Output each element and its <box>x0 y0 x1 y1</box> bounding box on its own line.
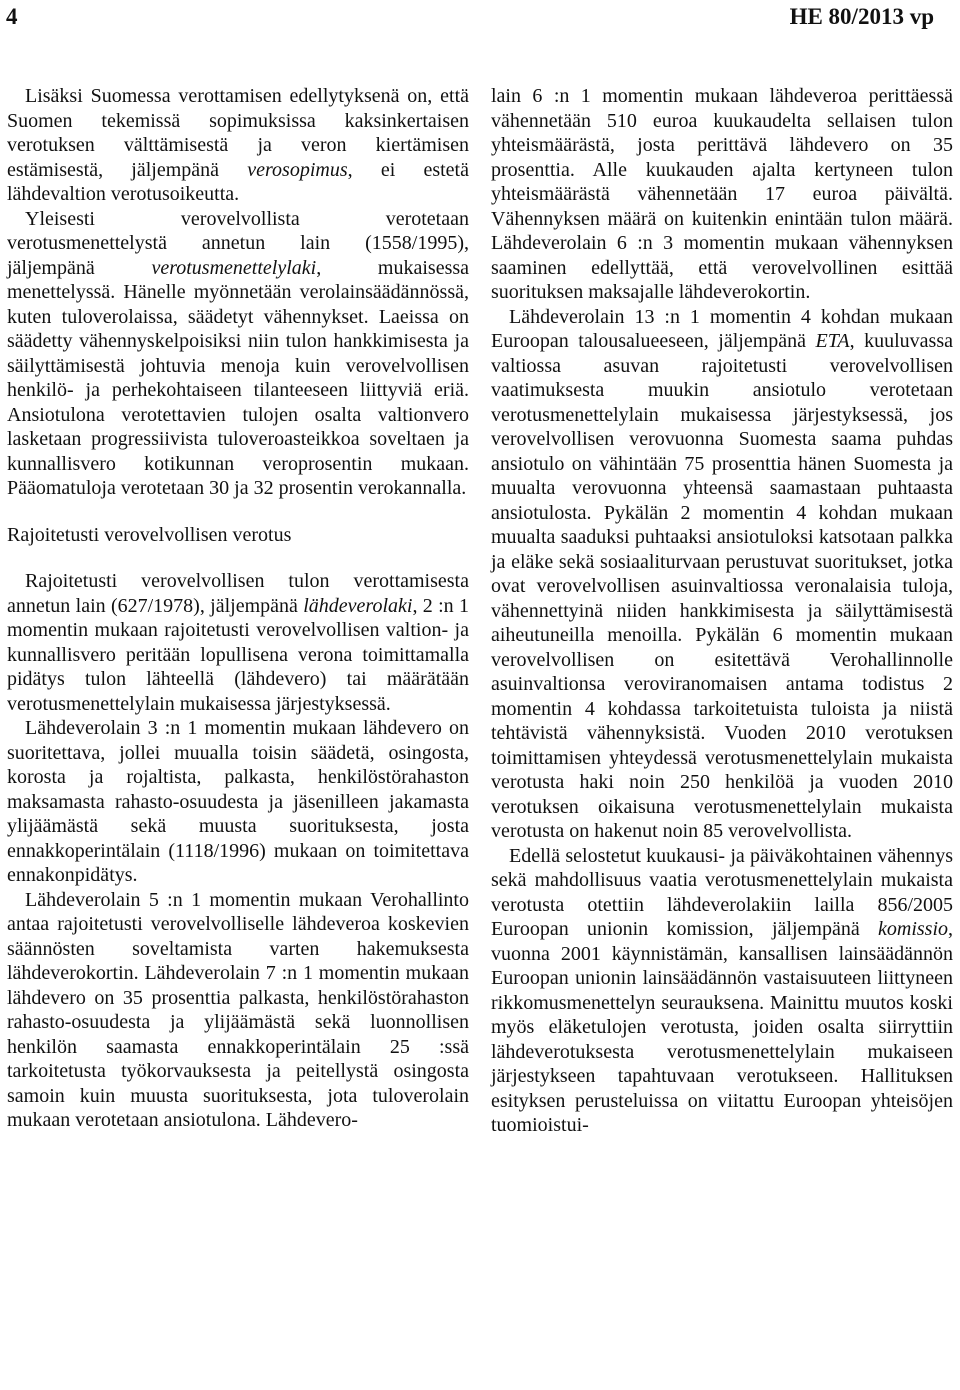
term-verosopimus: verosopimus <box>247 158 348 181</box>
section-heading: Rajoitetusti verovelvollisen verotus <box>7 523 292 546</box>
term-lahdeverolaki: lähdeverolaki <box>303 594 413 617</box>
paragraph-section-6: lain 6 :n 1 momentin mukaan lähdeveroa perittäessä vähennetään 510 euroa kuukaudelta sellaisen tulon yhteismäärästä, josta perittävä lähdevero on 35 prosenttia. Alle kuukauden ajalta kertyneen tulon yhteismäärästä vähennetään 17 euroa päivältä. Vähennyksen määrä on kuitenkin enintään tulon määrä. Lähdeverolain 6 :n 3 momentin mukaan vähennyksen saaminen edellyttää, että verovelvollinen esittää suorituksen maksajalle lähdeverokortin. <box>491 85 953 303</box>
term-eta: ETA <box>815 330 850 352</box>
paragraph-infringement: Edellä selostetut kuukausi- ja päiväkohtainen vähennys sekä mahdollisuus vaatia verotusmenettelylain mukaista verotusta otettiin lähdeverolakiin lailla 856/2005 Euroopan unionin komission, jäljempänä komissio, vuonna 2001 käynnistämän, kansallisen lainsäädännön Euroopan unionin lainsäädännön vastaisuuteen liittyneen rikkomusmenettelyn seurauksena. Mainittu muutos koski myös eläketulojen verotusta, joiden osalta siirryttiin lähdeverotuksesta verotusmenettelylain mukaiseen järjestykseen tapahtuvaan verotukseen. Hallituksen esityksen perusteluissa on viitattu Euroopan yhteisöjen tuomioistui- <box>491 844 953 1136</box>
paragraph-taxation-condition: Lisäksi Suomessa verottamisen edellytyksenä on, että Suomen tekemissä sopimuksissa kaksinkertaisen verotuksen välttämisestä ja veron kiertämisen estämisestä, jäljempänä verosopimus, ei estetä lähdevaltion verotusoikeutta. <box>7 85 469 205</box>
paragraph-limited-taxpayer: Rajoitetusti verovelvollisen tulon verottamisesta annetun lain (627/1978), jäljempänä lähdeverolaki, 2 :n 1 momentin mukaan rajoitetusti verovelvollisen valtion- ja kunnallisvero peritään lopullisena verona toimittamalla pidätys tulon lähteellä (lähdevero) tai määrätään verotusmenettelylain mukaisessa järjestyksessä. <box>7 570 469 715</box>
right-column <box>491 84 953 1138</box>
page-number: 4 <box>6 4 18 29</box>
paragraph-section-13: Lähdeverolain 13 :n 1 momentin 4 kohdan mukaan Euroopan talousalueeseen, jäljempänä ETA, kuuluvassa valtiossa asuvan rajoitetusti verovelvollisen vaatimuksesta muukin ansiotulo verotetaan verotusmenettelylain mukaisessa järjestyksessä, jos verovelvollisen verovuonna Suomesta saama puhdas ansiotulo on vähintään 75 prosenttia hänen Suomesta ja muualta verovuonna yhteensä saamastaan puhtaasta ansiotulosta. Pykälän 2 momentin 4 kohdan mukaan muualta saaduksi puhtaaksi ansiotuloksi katsotaan palkka ja eläke sekä sosiaaliturvaan perustuvat suoritukset, jotka ovat verovelvollisen asuinvaltiossa veronalaisia tuloja, vähennettyinä niiden hankkimisesta ja säilyttämisestä aiheutuneilla menoilla. Pykälän 6 momentin mukaan verovelvollisen on esitettävä Verohallinnolle asuinvaltionsa veroviranomaisen antama todistus 2 momentin 4 kohdassa tarkoitetuista tuloista ja niistä tehtävistä vähennyksistä. Vuoden 2010 verotuksen toimittamisen yhteydessä verotusmenettelylain mukaista verotusta haki noin 250 henkilöä ja vuoden 2010 verotuksen oikaisuna verotusmenettelylain mukaista verotusta on hakenut noin 85 verovelvollista. <box>491 305 953 842</box>
document-id: HE 80/2013 vp <box>789 4 934 29</box>
left-column <box>7 84 469 1133</box>
paragraph-section-3: Lähdeverolain 3 :n 1 momentin mukaan lähdevero on suoritettava, jollei muualla toisin säädetä, osingosta, korosta ja rojaltista, palkasta, henkilöstörahaston maksamasta rahasto-osuudesta ja jäsenilleen jakamasta ylijäämästä sekä muusta suorituksesta, josta ennakkoperintälain (1118/1996) mukaan on toimitettava ennakonpidätys. <box>7 717 469 886</box>
page-header <box>0 0 960 42</box>
term-komissio: komissio <box>878 918 948 940</box>
paragraph-general-taxpayer: Yleisesti verovelvollista verotetaan verotusmenettelystä annetun lain (1558/1995), jäljempänä verotusmenettelylaki, mukaisessa menettelyssä. Hänelle myönnetään verolainsäädännössä, kuten tuloverolaissa, säädetyt vähennykset. Laeissa on säädetty vähennyskelpoisiksi niin tulon hankkimisesta ja säilyttämisestä johtuvia menoja kuin verovelvollisen henkilö- ja perhekohtaiseen tilanteeseen liittyviä eriä. Ansiotulona verotettavien tulojen osalta valtionvero lasketaan progressiivista tuloveroasteikkoa soveltaen ja kunnallisvero kotikunnan veroprosentin mukaan. Pääomatuloja verotetaan 30 ja 32 prosentin verokannalla. <box>7 207 470 499</box>
term-verotusmenettelylaki: verotusmenettelylaki <box>151 256 317 279</box>
paragraph-section-5: Lähdeverolain 5 :n 1 momentin mukaan Verohallinto antaa rajoitetusti verovelvolliselle lähdeveroa koskevien säännösten soveltamista varten hakemuksesta lähdeverokortin. Lähdeverolain 7 :n 1 momentin mukaan lähdevero on 35 prosenttia palkasta, henkilöstörahaston rahasto-osuudesta ja ylijäämästä sekä luonnollisen henkilön saamasta ennakkoperintälain 25 :ssä tarkoitetusta työkorvauksesta ja peitellystä osingosta samoin kuin muusta suorituksesta, jota tuloverolain mukaan verotetaan ansiotulona. Lähdevero- <box>7 888 469 1131</box>
